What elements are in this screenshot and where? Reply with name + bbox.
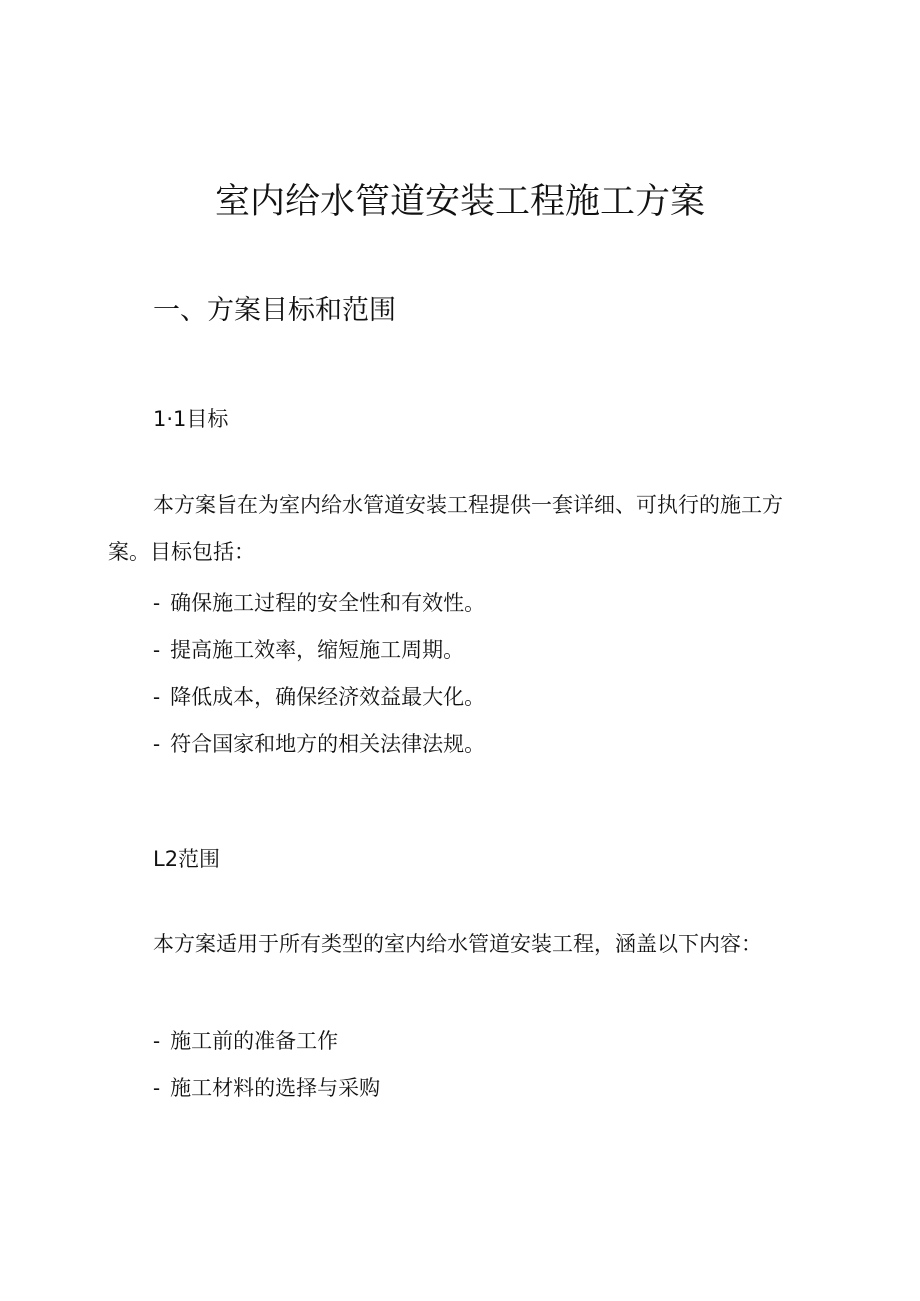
list-item [153,721,485,768]
list-item-text: 降低成本，确保经济效益最大化。 [170,685,486,709]
scope-paragraph: 本方案适用于所有类型的室内给水管道安装工程，涵盖以下内容： [153,932,762,956]
bullet-dash: - [153,1029,161,1053]
bullet-dash: - [153,1076,161,1100]
list-item [153,1065,380,1112]
subsection-heading-scope: L2范围 [153,847,221,871]
document-title: 室内给水管道安装工程施工方案 [214,182,705,222]
subsection-heading-goals: 1·1目标 [153,407,229,431]
list-item-text: 施工材料的选择与采购 [170,1076,381,1100]
section-heading-1: 一、方案目标和范围 [153,295,396,326]
list-item [153,674,485,721]
bullet-dash: - [153,685,161,709]
list-item-text: 确保施工过程的安全性和有效性。 [170,591,486,615]
bullet-dash: - [153,732,161,756]
list-item-text: 提高施工效率，缩短施工周期。 [170,638,465,662]
goals-paragraph: 本方案旨在为室内给水管道安装工程提供一套详细、可执行的施工方案。目标包括： [108,493,783,564]
bullet-dash: - [153,638,161,662]
list-item [153,580,485,627]
goals-list [153,580,485,768]
scope-list [153,1018,380,1112]
bullet-dash: - [153,591,161,615]
list-item [153,1018,380,1065]
list-item-text: 施工前的准备工作 [170,1029,339,1053]
list-item-text: 符合国家和地方的相关法律法规。 [170,732,486,756]
list-item [153,627,485,674]
